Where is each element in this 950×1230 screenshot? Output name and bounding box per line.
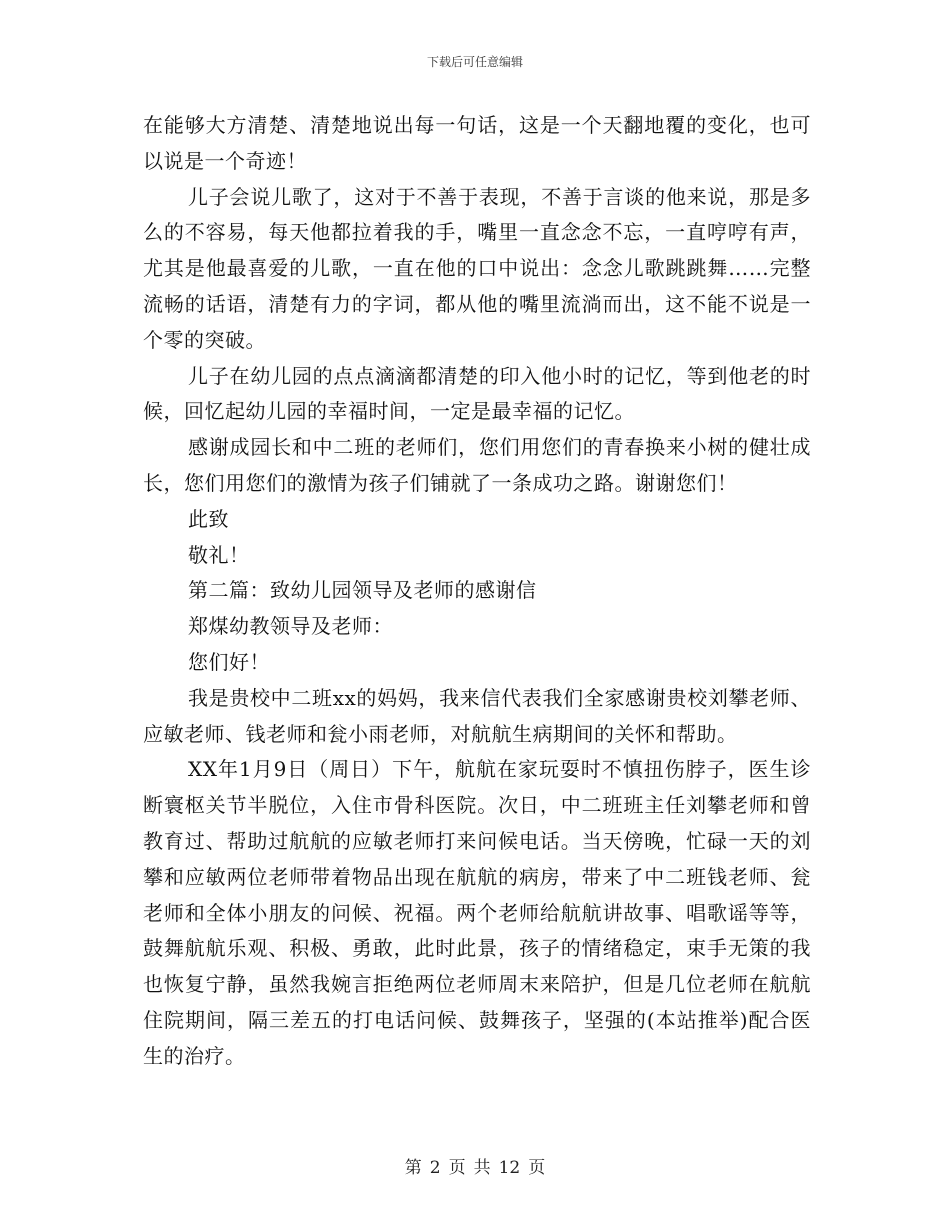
total-label: 共 <box>473 1158 491 1178</box>
page-unit: 页 <box>448 1158 466 1178</box>
section-title: 第二篇：致幼儿园领导及老师的感谢信 <box>188 578 537 603</box>
paragraph: 感谢成园长和中二班的老师们，您们用您们的青春换来小树的健壮成长，您们用您们的激情为孩子们铺就了一条成功之路。谢谢您们！ <box>143 435 811 495</box>
paragraph: XX年1月9日（周日）下午，航航在家玩耍时不慎扭伤脖子，医生诊断寰枢关节半脱位，入住市骨科医院。次日，中二班班主任刘攀老师和曾教育过、帮助过航航的应敏老师打来问候电话。当天傍晚，忙碌一天的刘攀和应敏两位老师带着物品出现在航航的病房，带来了中二班钱老师、瓮老师和全体小朋友的问候、祝福。两个老师给航航讲故事、唱歌谣等等，鼓舞航航乐观、积极、勇敢，此时此景，孩子的情绪稳定，束手无策的我也恢复宁静，虽然我婉言拒绝两位老师周末来陪护，但是几位老师在航航住院期间，隔三差五的打电话问候、鼓舞孩子，坚强的(本站推举)配合医生的治疗。 <box>143 757 811 1068</box>
paragraph: 我是贵校中二班xx的妈妈，我来信代表我们全家感谢贵校刘攀老师、应敏老师、钱老师和瓮小雨老师，对航航生病期间的关怀和帮助。 <box>143 685 811 746</box>
greeting: 您们好！ <box>188 649 270 674</box>
page-label: 第 <box>404 1158 422 1178</box>
closing-phrase: 此致 <box>188 506 229 531</box>
page-number: 2 <box>429 1158 441 1178</box>
page-footer <box>0 1153 950 1178</box>
document-body <box>143 108 811 1075</box>
letter-addressee: 郑煤幼教领导及老师： <box>188 614 393 639</box>
total-unit: 页 <box>528 1158 546 1178</box>
salutation: 敬礼！ <box>188 542 250 567</box>
paragraph: 儿子会说儿歌了，这对于不善于表现，不善于言谈的他来说，那是多么的不容易，每天他都拉着我的手，嘴里一直念念不忘，一直哼哼有声，尤其是他最喜爱的儿歌，一直在他的口中说出：念念儿歌跳跳舞……完整流畅的话语，清楚有力的字词，都从他的嘴里流淌而出，这不能不说是一个零的突破。 <box>143 184 811 352</box>
paragraph: 在能够大方清楚、清楚地说出每一句话，这是一个天翻地覆的变化，也可以说是一个奇迹！ <box>143 113 811 173</box>
total-pages: 12 <box>498 1158 521 1178</box>
paragraph: 儿子在幼儿园的点点滴滴都清楚的印入他小时的记忆，等到他老的时候，回忆起幼儿园的幸福时间，一定是最幸福的记忆。 <box>143 363 811 424</box>
page-header: 下载后可任意编辑 <box>426 55 523 69</box>
